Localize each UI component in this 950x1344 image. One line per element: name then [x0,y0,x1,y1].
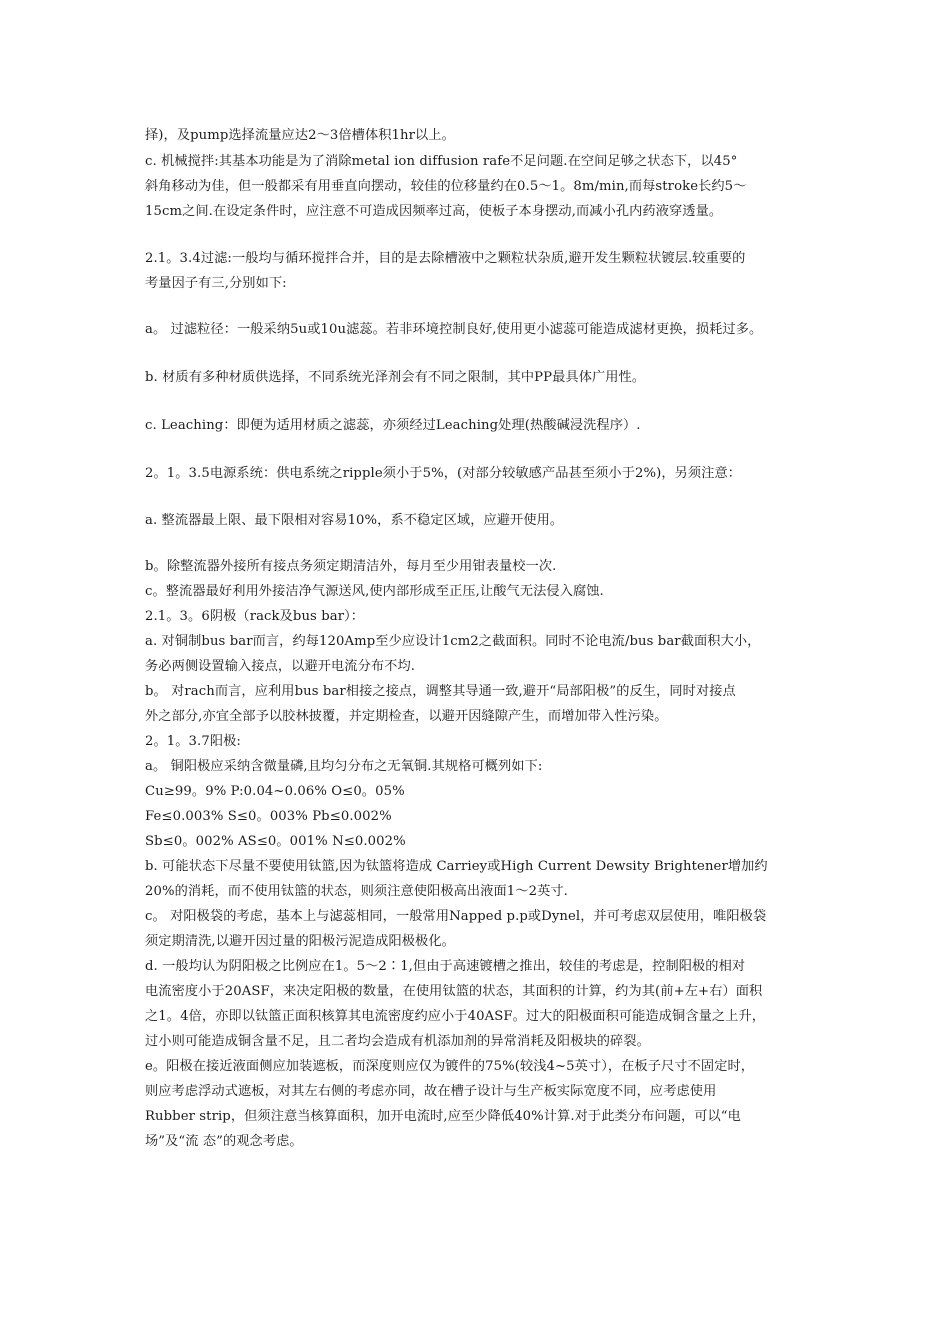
text-line: 则应考虑浮动式遮板，对其左右侧的考虑亦同，故在槽子设计与生产板实际宽度不同，应考虑使用 [145,1084,717,1099]
text-line: 15cm之间.在设定条件时，应注意不可造成因频率过高，使板子本身摆动,而减小孔内药液穿透量。 [145,204,723,219]
text-line: a. 整流器最上限、最下限相对容易10%，系不稳定区域，应避开使用。 [145,513,564,528]
text-line: b. 材质有多种材质供选择，不同系统光泽剂会有不同之限制，其中PP最具体广用性。 [145,370,646,385]
text-line: b. 可能状态下尽量不要使用钛篮,因为钛篮将造成 Carriey或High Current Dewsity Brightener增加约 [145,859,768,874]
text-line: a。 过滤粒径：一般采纳5u或10u滤蕊。若非环境控制良好,使用更小滤蕊可能造成滤材更换，损耗过多。 [145,322,763,337]
text-line: d. 一般均认为阴阳极之比例应在1。5～2∶1,但由于高速镀槽之推出，较佳的考虑是，控制阳极的相对 [145,959,746,974]
text-line: c。 对阳极袋的考虑，基本上与滤蕊相同，一般常用Napped p.p或Dynel，并可考虑双层使用，唯阳极袋 [145,909,767,924]
text-line: 择)，及pump选择流量应达2～3倍槽体积1hr以上。 [145,128,455,143]
spec-line: Fe≤0.003% S≤0。003% Pb≤0.002% [145,809,392,824]
text-line: b。 对rach而言，应利用bus bar相接之接点，调整其导通一致,避开“局部阳极”的反生，同时对接点 [145,684,736,699]
text-line: c. Leaching：即便为适用材质之滤蕊，亦须经过Leaching处理(热酸碱浸洗程序）. [145,418,641,433]
spec-line: Sb≤0。002% AS≤0。001% N≤0.002% [145,834,406,849]
text-line: 20%的消耗，而不使用钛篮的状态，则须注意使阳极高出液面1～2英寸. [145,884,568,899]
text-line: c。整流器最好利用外接洁净气源送风,使内部形成至正压,让酸气无法侵入腐蚀. [145,584,604,599]
text-line: 外之部分,亦宜全部予以胶林披覆，并定期检查，以避开因缝隙产生，而增加带入性污染。 [145,709,668,724]
text-line: 场”及“流 态”的观念考虑。 [145,1134,303,1149]
text-line: 过小则可能造成铜含量不足，且二者均会造成有机添加剂的异常消耗及阳极块的碎裂。 [145,1034,650,1049]
text-line: 斜角移动为佳，但一般都采有用垂直向摆动，较佳的位移量约在0.5～1。8m/min,而每stroke长约5～ [145,179,747,194]
text-line: b。除整流器外接所有接点务须定期清洁外，每月至少用钳表量校一次. [145,559,557,574]
section-heading: 2.1。3。6阴极（rack及bus bar）： [145,609,365,624]
section-heading: 2。1。3.5电源系统：供电系统之ripple须小于5%，(对部分较敏感产品甚至须小于2%)，另须注意： [145,466,742,481]
spec-line: Cu≥99。9% P:0.04~0.06% O≤0。05% [145,784,405,799]
text-line: Rubber strip，但须注意当核算面积，加开电流时,应至少降低40%计算.对于此类分布问题，可以“电 [145,1109,741,1124]
text-line: a. 对铜制bus bar而言，约每120Amp至少应设计1cm2之截面积。同时不论电流/bus bar截面积大小， [145,634,761,649]
text-line: c. 机械搅拌:其基本功能是为了消除metal ion diffusion rafe不足问题.在空间足够之状态下，以45° [145,154,738,169]
text-line: 电流密度小于20ASF，来决定阳极的数量，在使用钛篮的状态，其面积的计算，约为其(前+左+右）面积 [145,984,763,999]
text-line: 考量因子有三,分别如下: [145,276,287,291]
section-heading: 2.1。3.4过滤:一般均与循环搅拌合并，目的是去除槽液中之颗粒状杂质,避开发生颗粒状镀层.较重要的 [145,251,746,266]
text-line: 之1。4倍，亦即以钛篮正面积核算其电流密度约应小于40ASF。过大的阳极面积可能造成铜含量之上升， [145,1009,766,1024]
text-line: 须定期清洗,以避开因过量的阳极污泥造成阳极极化。 [145,934,455,949]
text-line: e。阳极在接近液面侧应加装遮板，而深度则应仅为镀件的75%(较浅4~5英寸），在板子尺寸不固定时， [145,1059,755,1074]
text-line: 务必两侧设置输入接点，以避开电流分布不均. [145,659,416,674]
section-heading: 2。1。3.7阳极: [145,734,241,749]
text-line: a。 铜阳极应采纳含微量磷,且均匀分布之无氧铜.其规格可概列如下: [145,759,543,774]
